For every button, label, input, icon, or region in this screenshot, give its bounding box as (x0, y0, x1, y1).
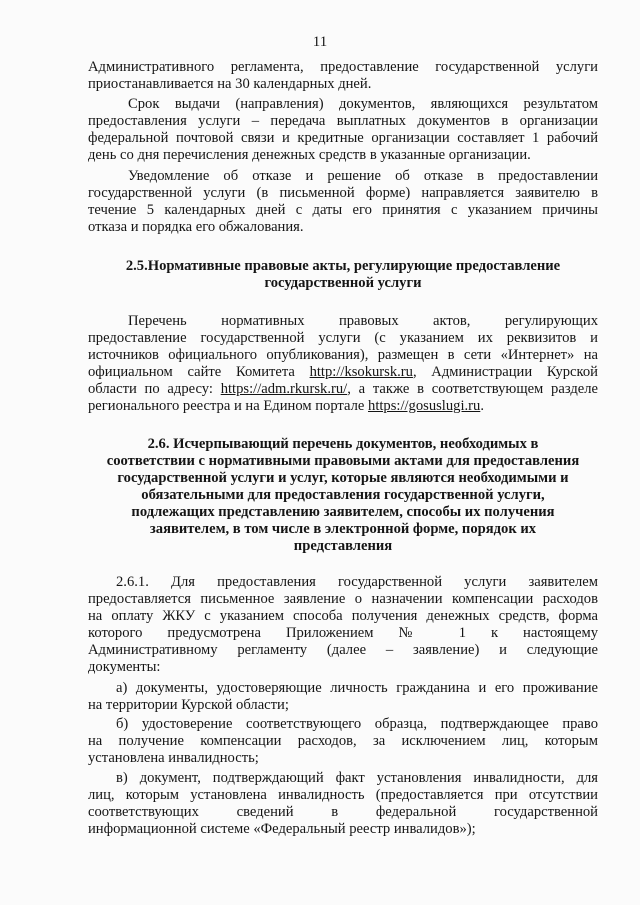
text-line: области по адресу: https://adm.rkursk.ru/, а также в соответствующем разделе (88, 381, 598, 397)
list-item-a (88, 680, 598, 714)
text-line: Административного регламента, предоставление государственной услуги (88, 59, 598, 75)
text-line: предоставления услуги – передача выплатных документов в организации (88, 113, 598, 129)
text-line: предоставление государственной услуги (с указанием их реквизитов и (88, 330, 598, 346)
text-line: федеральной почтовой связи и кредитные организации составляет 1 рабочий (88, 130, 598, 146)
text-line: которого предусмотрена Приложением № 1 к настоящему (88, 625, 598, 641)
link-ksokursk[interactable]: http://ksokursk.ru (309, 364, 413, 380)
intro-paragraph-2 (88, 96, 598, 164)
section-2-5-body (88, 313, 598, 415)
text-line: Срок выдачи (направления) документов, являющихся результатом (128, 96, 598, 112)
heading-line: представления (293, 538, 393, 554)
text-line: лиц, которым установлена инвалидность (предоставляется при отсутствии (88, 787, 598, 803)
intro-paragraph-3 (88, 168, 598, 236)
text-line: на оплату ЖКУ с указанием способа получения денежных средств, форма (88, 608, 598, 624)
intro-paragraph-1 (88, 59, 598, 93)
text-line: течение 5 календарных дней с даты его принятия с указанием причины (88, 202, 598, 218)
text-line: на территории Курской области; (88, 697, 289, 713)
heading-line: подлежащих представлению заявителем, способы их получения (131, 504, 555, 520)
section-2-6-heading (88, 436, 598, 555)
heading-line: 2.6. Исчерпывающий перечень документов, необходимых в (147, 436, 539, 452)
text-line: день со дня перечисления денежных средств в указанные организации. (88, 147, 531, 163)
heading-line: заявителем, в том числе в электронной форме, порядок их (149, 521, 537, 537)
text-line: информационной системе «Федеральный реестр инвалидов»); (88, 821, 476, 837)
text-line: Административному регламенту (далее – заявление) и следующие (88, 642, 598, 658)
text-line: 2.6.1. Для предоставления государственной услуги заявителем (116, 574, 598, 590)
text-line: документы: (88, 659, 161, 675)
text-line: на получение компенсации расходов, за исключением лиц, которым (88, 733, 598, 749)
text-line: соответствующих сведений в федеральной государственной (88, 804, 598, 820)
heading-line: государственной услуги и услуг, которые являются необходимыми и (117, 470, 569, 486)
text-line: предоставляется письменное заявление о назначении компенсации расходов (88, 591, 598, 607)
text-line: Уведомление об отказе и решение об отказе в предоставлении (128, 168, 598, 184)
heading-line: 2.5.Нормативные правовые акты, регулирующие предоставление (125, 258, 561, 274)
heading-line: государственной услуги (264, 275, 422, 291)
section-2-5-heading (88, 258, 598, 292)
text-line: Перечень нормативных правовых актов, регулирующих (128, 313, 598, 329)
text-line: а) документы, удостоверяющие личность гражданина и его проживание (116, 680, 598, 696)
link-adm-rkursk[interactable]: https://adm.rkursk.ru/ (220, 381, 348, 397)
list-item-b (88, 716, 598, 767)
text-line: приостанавливается на 30 календарных дней. (88, 76, 372, 92)
list-item-c (88, 770, 598, 838)
text-line: официальном сайте Комитета http://ksokursk.ru, Администрации Курской (88, 364, 598, 380)
page-number: 11 (312, 34, 328, 50)
text-line: в) документ, подтверждающий факт установления инвалидности, для (116, 770, 598, 786)
text-line: регионального реестра и на Едином портале https://gosuslugi.ru. (88, 398, 484, 414)
text-line: установлена инвалидность; (88, 750, 259, 766)
text-line: государственной услуги (в письменной форме) направляется заявителю в (88, 185, 598, 201)
heading-line: соответствии с нормативными правовыми актами для предоставления (106, 453, 580, 469)
text-line: отказа и порядка его обжалования. (88, 219, 304, 235)
heading-line: обязательными для предоставления государственной услуги, (141, 487, 545, 503)
paragraph-2-6-1 (88, 574, 598, 676)
text-line: источников официального опубликования), размещен в сети «Интернет» на (88, 347, 598, 363)
text-line: б) удостоверение соответствующего образца, подтверждающее право (116, 716, 598, 732)
link-gosuslugi[interactable]: https://gosuslugi.ru (368, 398, 481, 414)
